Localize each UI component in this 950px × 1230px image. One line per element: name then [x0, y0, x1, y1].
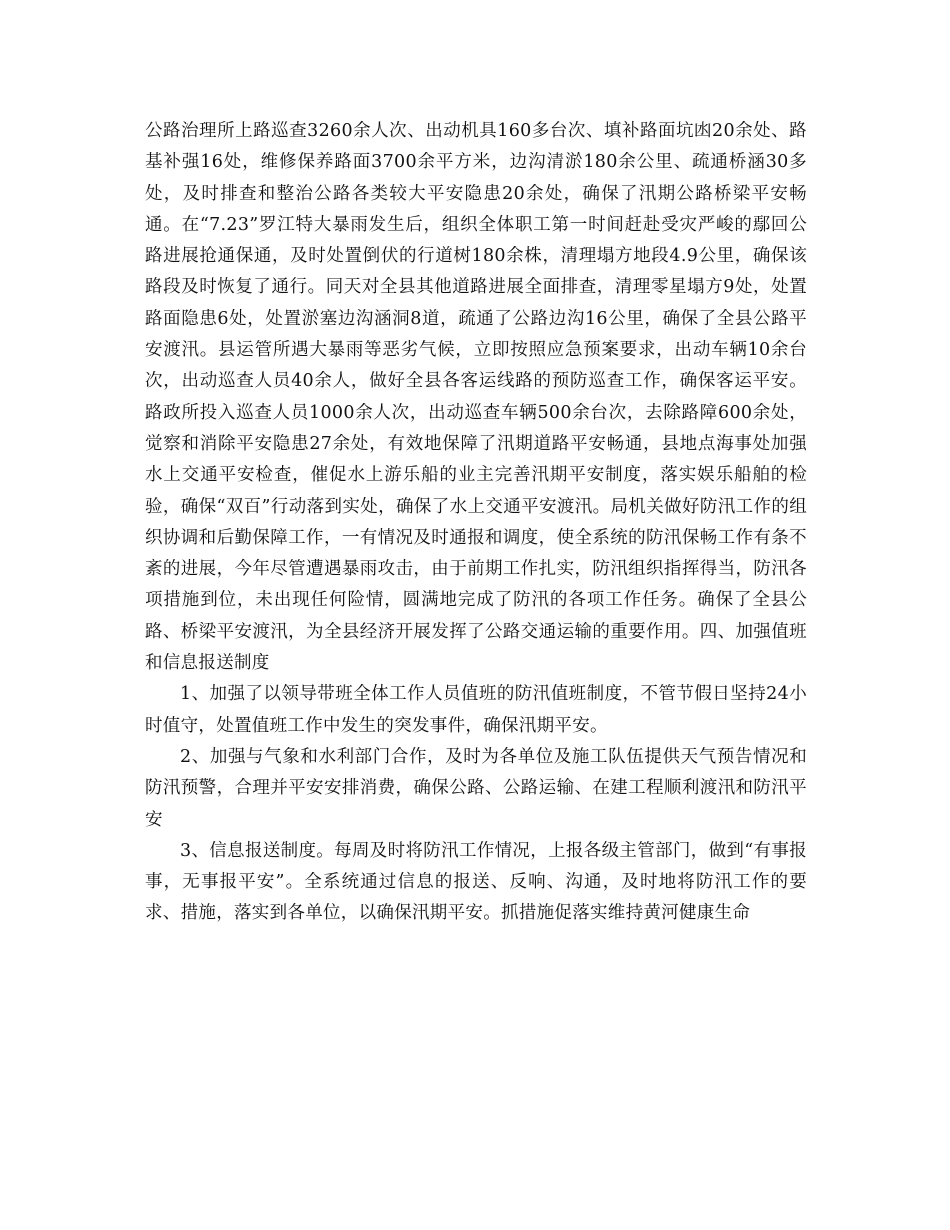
paragraph-duty-system: 1、加强了以领导带班全体工作人员值班的防汛值班制度，不管节假日坚持24小时值守，处置值班工作中发生的突发事件，确保汛期平安。: [145, 684, 807, 736]
paragraph-info-reporting: 3、信息报送制度。每周及时将防汛工作情况，上报各级主管部门，做到“有事报事，无事报平安”。全系统通过信息的报送、反响、沟通，及时地将防汛工作的要求、措施，落实到各单位，以确保汛期平安。抓措施促落实维持黄河健康生命: [145, 840, 807, 924]
paragraph-weather-cooperation: 2、加强与气象和水利部门合作，及时为各单位及施工队伍提供天气预告情况和防汛预警，合理并平安安排消费，确保公路、公路运输、在建工程顺利渡汛和防汛平安: [145, 746, 807, 830]
document-body: [145, 116, 807, 930]
paragraph-flood-control-summary: 公路治理所上路巡查3260余人次、出动机具160多台次、填补路面坑凼20余处、路基补强16处，维修保养路面3700余平方米，边沟清淤180余公里、疏通桥涵30多处，及时排查和整治公路各类较大平安隐患20余处，确保了汛期公路桥梁平安畅通。在“7.23”罗江特大暴雨发生后，组织全体职工第一时间赶赴受灾严峻的鄢回公路进展抢通保通，及时处置倒伏的行道树180余株，清理塌方地段4.9公里，确保该路段及时恢复了通行。同天对全县其他道路进展全面排查，清理零星塌方9处，处置路面隐患6处，处置淤塞边沟涵洞8道，疏通了公路边沟16公里，确保了全县公路平安渡汛。县运管所遇大暴雨等恶劣气候，立即按照应急预案要求，出动车辆10余台次，出动巡查人员40余人，做好全县各客运线路的预防巡查工作，确保客运平安。路政所投入巡查人员1000余人次，出动巡查车辆500余台次，去除路障600余处，觉察和消除平安隐患27余处，有效地保障了汛期道路平安畅通，县地点海事处加强水上交通平安检查，催促水上游乐船的业主完善汛期平安制度，落实娱乐船舶的检验，确保“双百”行动落到实处，确保了水上交通平安渡汛。局机关做好防汛工作的组织协调和后勤保障工作，一有情况及时通报和调度，使全系统的防汛保畅工作有条不紊的进展，今年尽管遭遇暴雨攻击，由于前期工作扎实，防汛组织指挥得当，防汛各项措施到位，未出现任何险情，圆满地完成了防汛的各项工作任务。确保了全县公路、桥梁平安渡汛，为全县经济开展发挥了公路交通运输的重要作用。四、加强值班和信息报送制度: [145, 121, 807, 674]
